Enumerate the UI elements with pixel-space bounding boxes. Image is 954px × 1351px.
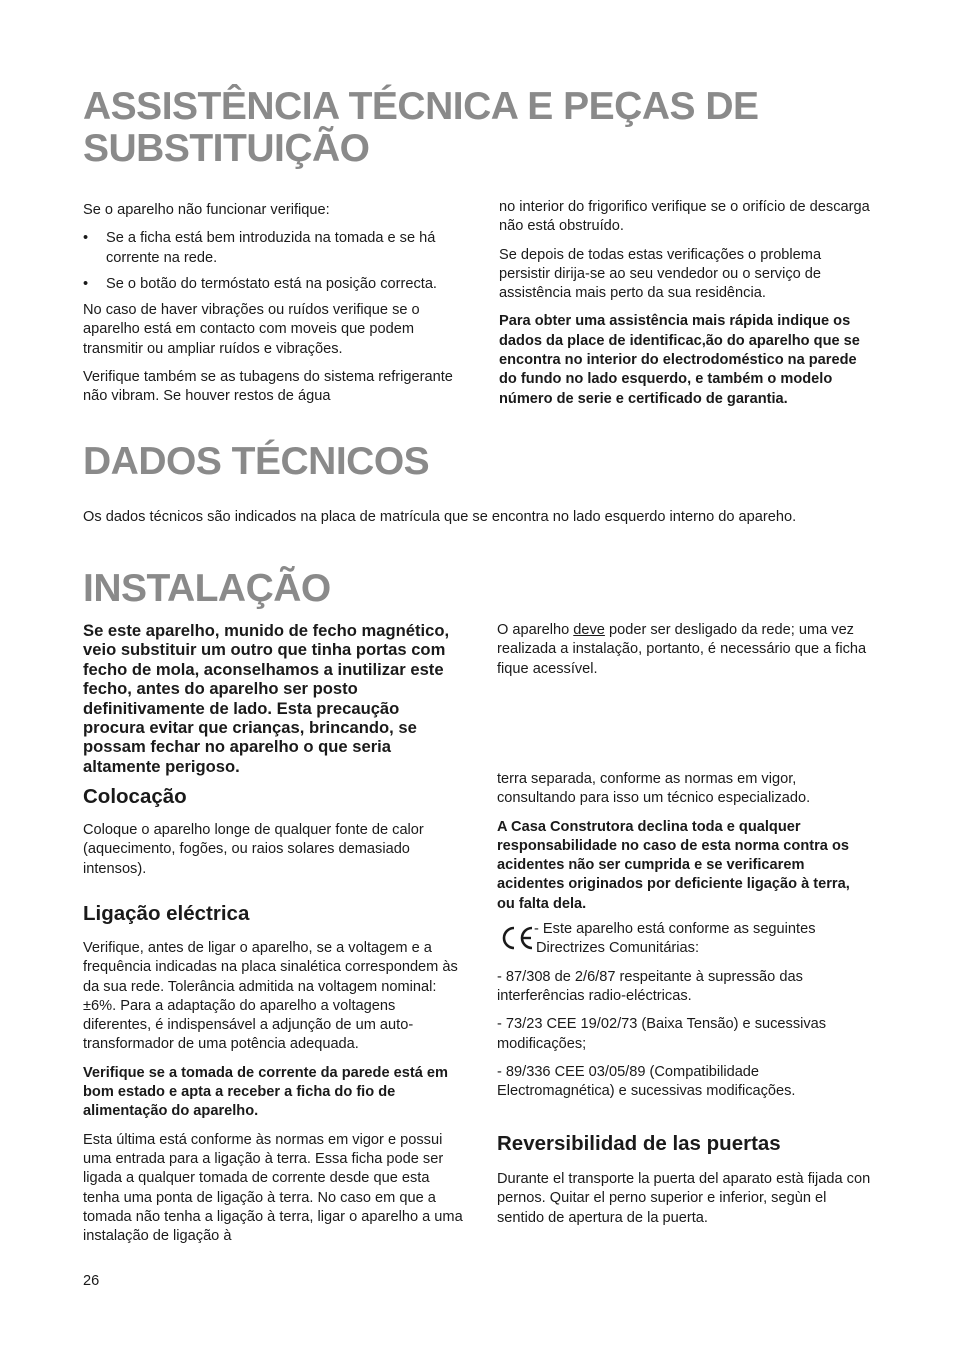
- socket-check-notice: Verifique se a tomada de corrente da parede está em bom estado e apta a receber a ficha do fio de alimentação do aparelho.: [83, 1064, 448, 1120]
- magnetic-door-warning: Se este aparelho, munido de fecho magnético, veio substituir um outro que tinha portas com fecho de mola, aconselhamos a inutilizar este fecho, antes do aparelho ser posto definitivamente de lado. Esta precaução procura evitar que crianças, brincando, se possam fechar no aparelho o que seria altamente perigoso.: [83, 621, 450, 776]
- assistencia-right-column: [499, 198, 871, 409]
- ce-compliance: [497, 920, 871, 959]
- list-item: [83, 275, 463, 294]
- directive-87-308: - 87/308 de 2/6/87 respeitante à supressão das interferências radio-eléctricas.: [497, 968, 803, 1004]
- ligacao-left-column: [83, 939, 463, 1246]
- assistencia-left-column: [83, 201, 463, 407]
- instalacao-right-column: [497, 770, 871, 1101]
- directive-73-23: - 73/23 CEE 19/02/73 (Baixa Tensão) e sucessivas modificações;: [497, 1016, 827, 1052]
- separate-earth-paragraph: terra separada, conforme as normas em vigor, consultando para isso um técnico especializado.: [497, 771, 811, 807]
- directive-89-336: - 89/336 CEE 03/05/89 (Compatibilidade Electromagnética) e sucessivas modificações.: [497, 1063, 796, 1100]
- contact-dealer-paragraph: Se depois de todas estas verificações o problema persistir dirija-se ao seu vendedor ou o serviço de assistência mais perto da sua residência.: [499, 246, 822, 302]
- dados-tecnicos-text: Os dados técnicos são indicados na placa de matrícula que se encontra no lado esquerdo interno do apareho.: [83, 509, 797, 525]
- assistencia-checklist: [83, 229, 463, 294]
- colocacao-heading: Colocação: [83, 785, 187, 808]
- ce-mark-icon: [499, 925, 535, 951]
- assistencia-intro: Se o aparelho não funcionar verifique:: [83, 202, 330, 218]
- list-item: [83, 229, 463, 268]
- disconnect-text-start: O aparelho: [497, 622, 574, 638]
- reversibility-heading: Reversibilidad de las puertas: [497, 1132, 781, 1155]
- list-item-text: Se o botão do termóstato está na posição correcta.: [106, 275, 437, 292]
- disconnect-text-end: poder ser desligado da rede; uma vez realizada a instalação, portanto, é necessário que a ficha fique acessível.: [497, 622, 867, 677]
- section-title-instalacao: INSTALAÇÃO: [83, 567, 331, 610]
- ce-compliance-text: - Este aparelho está conforme as seguintes Directrizes Comunitárias:: [534, 921, 816, 957]
- section-title-assistencia: ASSISTÊNCIA TÉCNICA E PEÇAS DE SUBSTITUIÇÃO: [83, 85, 759, 170]
- disconnect-paragraph: [497, 621, 871, 679]
- manufacturer-disclaimer: A Casa Construtora declina toda e qualquer responsabilidade no caso de esta norma contra os acidentes não ser cumprida e se verificarem acidentes originados por deficiente ligação à terra, ou falta dela.: [497, 818, 850, 912]
- earthing-paragraph: Esta última está conforme às normas em vigor e possui uma entrada para a ligação à terra. Essa ficha pode ser ligada a qualquer tomada de corrente desde que esta tenha uma ponta de ligação à terra. No caso em que a tomada não tenha a ligação à terra, ligar o aparelho a uma instalação de ligação à: [83, 1131, 463, 1245]
- section-title-dados-tecnicos: DADOS TÉCNICOS: [83, 440, 430, 483]
- drain-paragraph: no interior do frigorifico verifique se o orifício de descarga não está obstruído.: [499, 199, 870, 235]
- colocacao-text: Coloque o aparelho longe de qualquer fonte de calor (aquecimento, fogões, ou raios solares demasiado intensos).: [83, 822, 424, 877]
- bullet-icon: •: [83, 230, 89, 247]
- page-number: 26: [83, 1273, 100, 1289]
- list-item-text: Se a ficha está bem introduzida na tomada e se há corrente na rede.: [106, 230, 436, 266]
- voltage-paragraph: Verifique, antes de ligar o aparelho, se a voltagem e a frequência indicadas na placa sinalética correspondem às da sua rede. Tolerância admitida na voltagem nominal: ±6%. Para a adaptação do aparelho a voltagens diferentes, é indispensável a adjunção de um auto-transformador de uma potência adequada.: [83, 940, 458, 1053]
- tubing-paragraph: Verifique também se as tubagens do sistema refrigerante não vibram. Se houver restos de água: [83, 369, 453, 405]
- disconnect-text-underlined: deve: [573, 622, 605, 638]
- vibration-paragraph: No caso de haver vibrações ou ruídos verifique se o aparelho está em contacto com moveis que podem transmitir ou ampliar ruídos e vibrações.: [83, 302, 420, 357]
- ligacao-heading: Ligação eléctrica: [83, 902, 250, 925]
- bullet-icon: •: [83, 275, 89, 292]
- reversibility-text: Durante el transporte la puerta del aparato està fijada con pernos. Quitar el perno superior e inferior, segùn el sentido de apertura de la puerta.: [497, 1171, 871, 1226]
- identification-notice: Para obter uma assistência mais rápida indique os dados da place de identificac,ão do aparelho que se encontra no interior do electrodoméstico na parede do fundo no lado esquerdo, e também o modelo número de serie e certificado de garantia.: [499, 313, 860, 407]
